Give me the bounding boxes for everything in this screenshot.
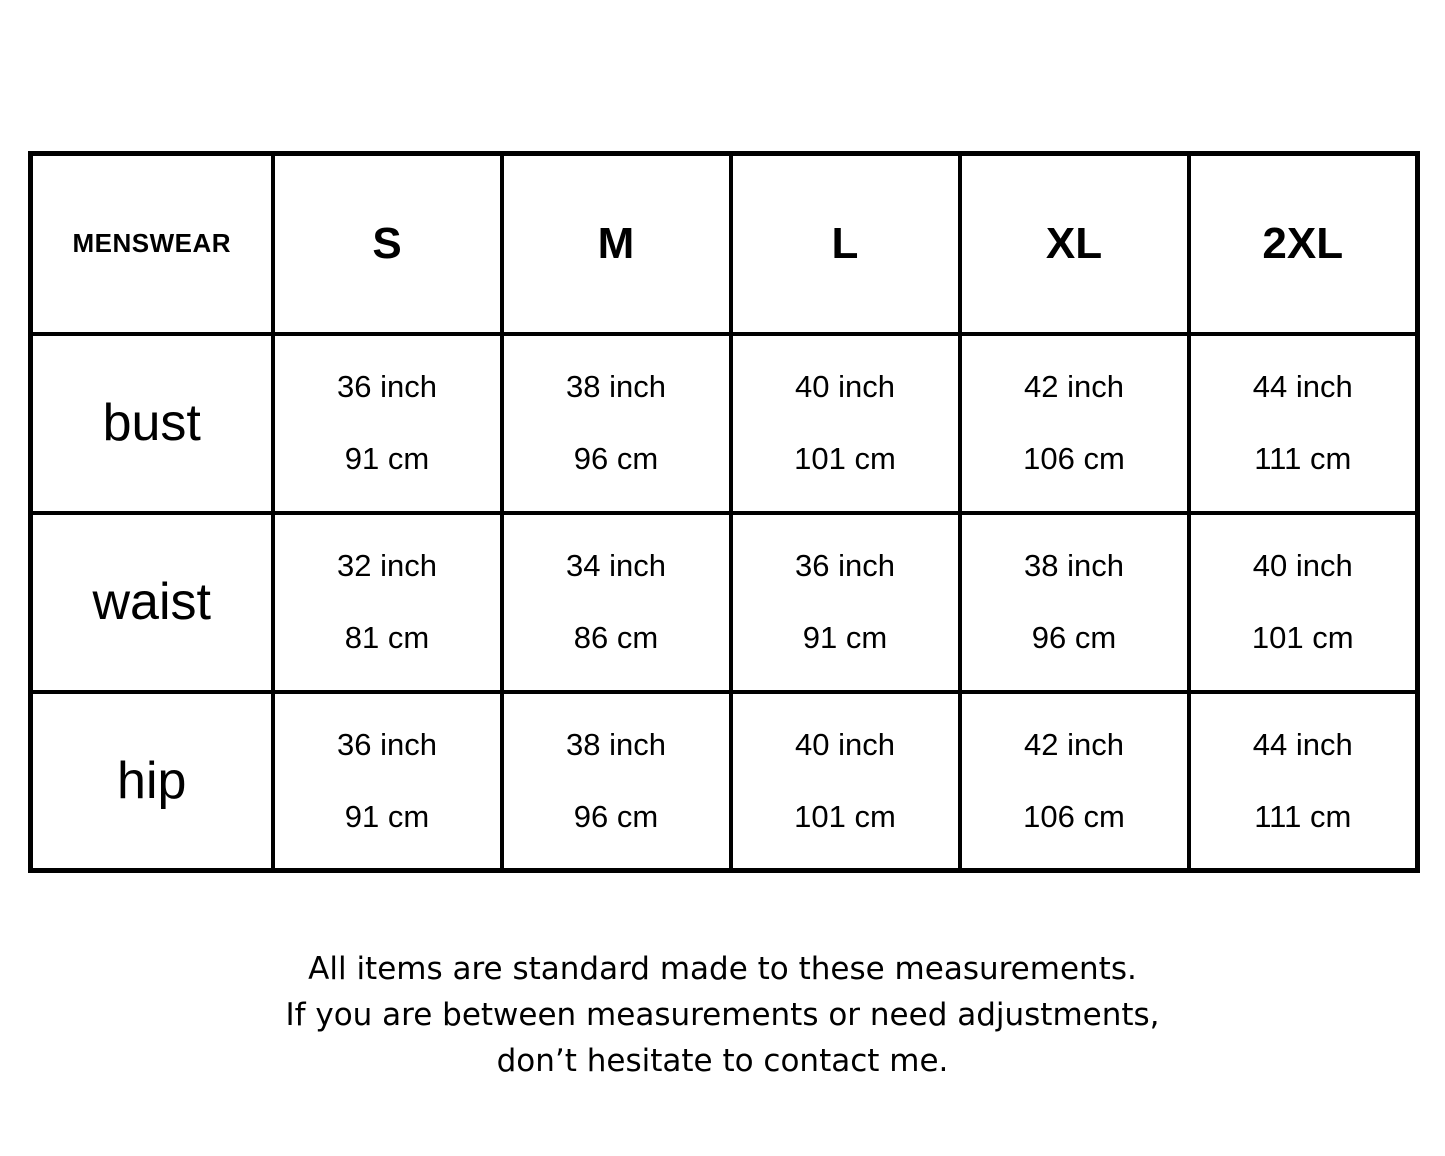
category-label: MENSWEAR (31, 154, 273, 334)
size-header-m: M (502, 154, 731, 334)
value-inch: 40 inch (795, 726, 895, 762)
value-inch: 42 inch (1024, 369, 1124, 404)
table-cell (502, 513, 731, 692)
table-cell (731, 513, 960, 692)
value-inch: 34 inch (566, 548, 666, 583)
table-cell (960, 334, 1189, 513)
table-cell (731, 334, 960, 513)
table-cell (1189, 513, 1418, 692)
value-cm: 106 cm (1023, 441, 1125, 476)
value-cm: 81 cm (344, 620, 430, 655)
value-cm: 111 cm (1254, 441, 1352, 476)
footer-line: If you are between measurements or need adjustments, (285, 997, 1160, 1033)
size-header-2xl: 2XL (1189, 154, 1418, 334)
value-cm: 101 cm (794, 798, 896, 834)
value-inch: 38 inch (566, 369, 666, 404)
value-cm: 101 cm (794, 441, 896, 476)
table-row-bust (31, 334, 1418, 513)
table-cell (960, 513, 1189, 692)
table-cell (273, 692, 502, 871)
size-header-s: S (273, 154, 502, 334)
size-header-l: L (731, 154, 960, 334)
row-label-hip: hip (31, 692, 273, 871)
value-cm: 106 cm (1023, 798, 1125, 834)
value-cm: 96 cm (1031, 620, 1117, 655)
table-cell (960, 692, 1189, 871)
table-cell (273, 513, 502, 692)
row-label-bust: bust (31, 334, 273, 513)
value-cm: 91 cm (344, 798, 430, 834)
table-cell (1189, 692, 1418, 871)
value-inch: 36 inch (337, 726, 437, 762)
table-cell (502, 692, 731, 871)
table-cell (273, 334, 502, 513)
value-inch: 44 inch (1252, 726, 1353, 762)
value-cm: 101 cm (1251, 620, 1354, 655)
value-cm: 91 cm (344, 441, 430, 476)
value-inch: 38 inch (1024, 548, 1124, 583)
value-cm: 86 cm (573, 620, 659, 655)
value-inch: 44 inch (1252, 369, 1353, 404)
value-inch: 42 inch (1024, 726, 1124, 762)
value-inch: 36 inch (795, 548, 895, 583)
table-row-waist (31, 513, 1418, 692)
table-row-hip (31, 692, 1418, 871)
footer-line: don’t hesitate to contact me. (496, 1043, 949, 1079)
table-cell (502, 334, 731, 513)
table-cell (731, 692, 960, 871)
value-cm: 91 cm (802, 620, 888, 655)
value-cm: 111 cm (1254, 798, 1352, 834)
footer-note (0, 946, 1445, 1084)
size-chart-table (28, 151, 1420, 873)
value-inch: 38 inch (566, 726, 666, 762)
size-header-xl: XL (960, 154, 1189, 334)
row-label-waist: waist (31, 513, 273, 692)
footer-line: All items are standard made to these measurements. (308, 951, 1137, 987)
header-row (31, 154, 1418, 334)
value-cm: 96 cm (573, 798, 659, 834)
value-inch: 36 inch (337, 369, 437, 404)
value-cm: 96 cm (573, 441, 659, 476)
value-inch: 40 inch (1252, 548, 1353, 583)
value-inch: 32 inch (337, 548, 437, 583)
table-cell (1189, 334, 1418, 513)
value-inch: 40 inch (795, 369, 895, 404)
